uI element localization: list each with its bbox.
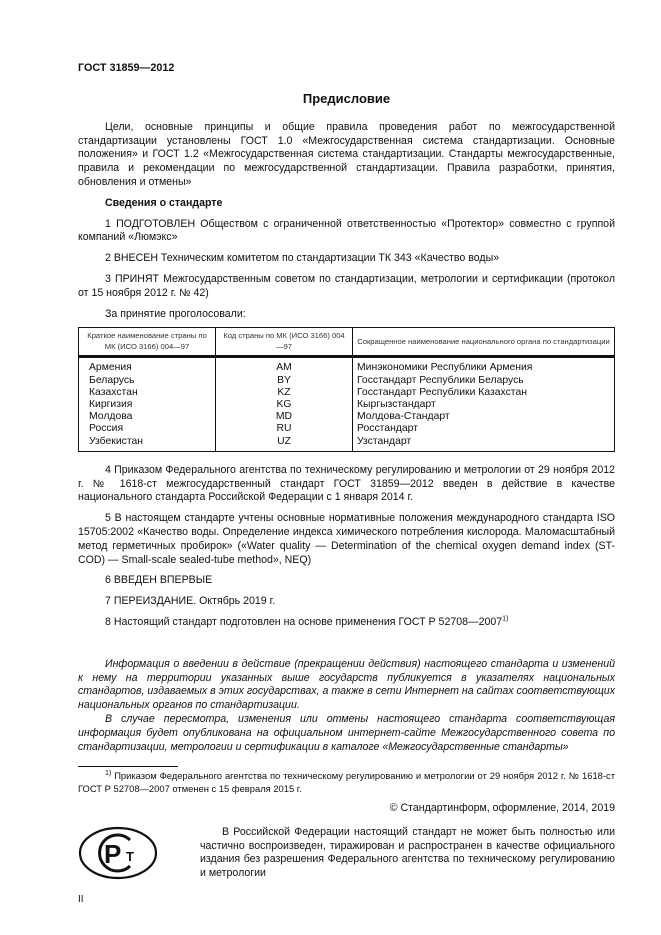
- svg-text:T: T: [126, 848, 134, 864]
- copyright: © Стандартинформ, оформление, 2014, 2019: [389, 801, 615, 814]
- page-number: II: [78, 893, 84, 905]
- cell-code: KZ: [216, 387, 353, 399]
- rights-notice: В Российской Федерации настоящий стандарт не может быть полностью или частично воспроизведен, тиражирован и распространен в качестве официального издания без разрешения Федерального агентства по техническому регулированию и метрологии: [200, 825, 615, 880]
- intro-paragraph: Цели, основные принципы и общие правила проведения работ по межгосударственной стандартизации установлены ГОСТ 1.0 «Межгосударственная система стандартизации. Основные положения» и ГОСТ 1.2 «Межгосударственная система стандартизации. Стандарты межгосударственные, правила и рекомендации по межгосударственной стандартизации. Правила разработки, принятия, обновления и отмены»: [78, 120, 615, 188]
- cell-body: Кыргызстандарт: [353, 399, 615, 411]
- footnote-divider: [78, 766, 178, 767]
- voted-label: За принятие проголосовали:: [105, 307, 246, 320]
- table-row: [79, 411, 615, 423]
- cell-country: Россия: [79, 423, 216, 435]
- cell-code: MD: [216, 411, 353, 423]
- cell-body: Госстандарт Республики Казахстан: [353, 387, 615, 399]
- doc-id-header: ГОСТ 31859—2012: [78, 62, 175, 74]
- table-row: [79, 423, 615, 435]
- cell-code: AM: [216, 357, 353, 375]
- item-4: 4 Приказом Федерального агентства по техническому регулированию и метрологии от 29 ноября 2012 г. № 1618-ст межгосударственный стандарт ГОСТ 31859—2012 введен в действие в качестве национального стандарта Российской Федерации с 1 января 2014 г.: [78, 463, 615, 504]
- cell-body: Росстандарт: [353, 423, 615, 435]
- notice-paragraph-2: В случае пересмотра, изменения или отмены настоящего стандарта соответствующая информация будет опубликована на официальном интернет-сайте Межгосударственного совета по стандартизации, метрологии и сертификации в каталоге «Межгосударственные стандарты»: [78, 712, 615, 753]
- cell-body: Молдова-Стандарт: [353, 411, 615, 423]
- svg-text:P: P: [104, 838, 122, 869]
- rights-section: [78, 826, 615, 881]
- cell-country: Киргизия: [79, 399, 216, 411]
- notice-paragraph-1: Информация о введении в действие (прекращении действия) настоящего стандарта и изменений к нему на территории указанных выше государств публикуется в указателях национальных стандартов, издаваемых в этих государствах, а также в сети Интернет на сайтах соответствующих национальных органов по стандартизации.: [78, 657, 615, 712]
- cell-code: KG: [216, 399, 353, 411]
- cell-country: Молдова: [79, 411, 216, 423]
- section-heading: Сведения о стандарте: [105, 196, 223, 209]
- cell-code: BY: [216, 375, 353, 387]
- cell-body: Узстандарт: [353, 436, 615, 452]
- col-header-country: Краткое наименование страны по МК (ИСО 3166) 004—97: [79, 328, 216, 357]
- cell-code: RU: [216, 423, 353, 435]
- cell-country: Казахстан: [79, 387, 216, 399]
- table-row: [79, 399, 615, 411]
- item-2: 2 ВНЕСЕН Техническим комитетом по стандартизации ТК 343 «Качество воды»: [105, 252, 500, 265]
- page-title: Предисловие: [302, 90, 391, 106]
- footnote: [78, 770, 615, 796]
- footnote-mark: 1): [105, 770, 112, 778]
- table-row: [79, 375, 615, 387]
- item-5: 5 В настоящем стандарте учтены основные нормативные положения международного стандарта ISO 15705:2002 «Качество воды. Определение индекса химического потребления кислорода. Маломасштабный метод герметичных пробирок» («Water quality — Determination of the chemical oxygen demand index (ST-COD) — Small-scale sealed-tube method», NEQ): [78, 512, 615, 566]
- table-row: [79, 357, 615, 375]
- cell-country: Беларусь: [79, 375, 216, 387]
- cell-country: Армения: [79, 357, 216, 375]
- table-row: [79, 387, 615, 399]
- cell-country: Узбекистан: [79, 436, 216, 452]
- footnote-text: Приказом Федерального агентства по техническому регулированию и метрологии от 29 ноября 2012 г. № 1618-ст ГОСТ Р 52708—2007 отменен с 15 февраля 2015 г.: [78, 770, 615, 795]
- item-6: 6 ВВЕДЕН ВПЕРВЫЕ: [105, 574, 213, 587]
- cell-body: Госстандарт Республики Беларусь: [353, 375, 615, 387]
- table-header-row: [79, 328, 615, 357]
- cell-code: UZ: [216, 436, 353, 452]
- item-8-text: 8 Настоящий стандарт подготовлен на основе применения ГОСТ Р 52708—2007: [105, 615, 503, 628]
- col-header-body: Сокращенное наименование национального органа по стандартизации: [353, 328, 615, 357]
- cell-body: Минэкономики Республики Армения: [353, 357, 615, 375]
- item-8: [78, 616, 615, 630]
- item-1: 1 ПОДГОТОВЛЕН Обществом с ограниченной ответственностью «Протектор» совместно с группой компаний «Люмэкс»: [78, 217, 615, 244]
- rst-logo: [78, 826, 158, 880]
- table-row: [79, 436, 615, 452]
- footnote-ref: 1): [502, 615, 509, 623]
- item-3: 3 ПРИНЯТ Межгосударственным советом по стандартизации, метрологии и сертификации (протокол от 15 ноября 2012 г. № 42): [78, 272, 615, 299]
- item-7: 7 ПЕРЕИЗДАНИЕ. Октябрь 2019 г.: [105, 595, 276, 608]
- rst-logo-icon: [78, 826, 158, 880]
- voting-table: [78, 327, 615, 451]
- col-header-code: Код страны по МК (ИСО 3166) 004—97: [216, 328, 353, 357]
